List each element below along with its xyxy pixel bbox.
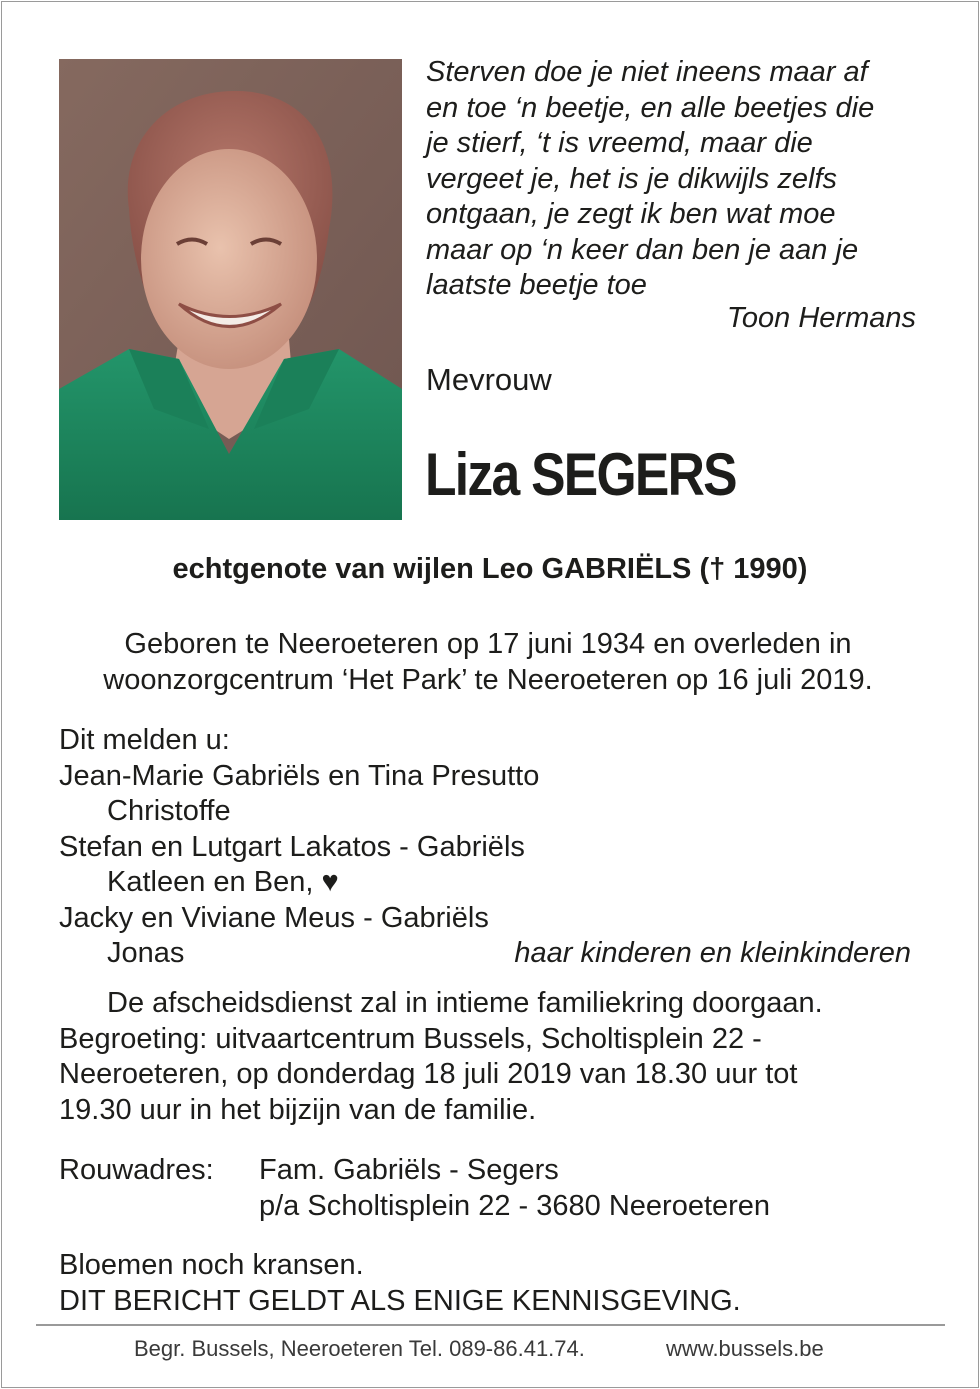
service-line: 19.30 uur in het bijzijn van de familie. [59,1093,537,1126]
service-line: Neeroeteren, op donderdag 18 juli 2019 van 18.30 uur tot [59,1058,798,1090]
poem-author: Toon Hermans [726,302,916,334]
address-label: Rouwadres: [59,1154,214,1186]
spouse-line: echtgenote van wijlen Leo GABRIËLS († 1990) [172,553,808,585]
poem-line: je stierf, ‘t is vreemd, maar die [426,127,813,159]
family-line: Christoffe [107,795,231,827]
birth-death-text [0,627,976,698]
family-last-row [59,936,919,972]
death-line: woonzorgcentrum ‘Het Park’ te Neeroeteren op 16 juli 2019. [103,663,873,696]
family-line: Katleen en Ben, ♥ [107,866,339,898]
poem-line: maar op ‘n keer dan ben je aan je [426,233,859,266]
closing-line: Bloemen noch kransen. [59,1249,364,1281]
poem-line: ontgaan, je zegt ik ben wat moe [426,198,836,230]
poem-line: laatste beetje toe [426,269,647,301]
footer-website[interactable]: www.bussels.be [666,1336,824,1361]
deceased-name: Liza SEGERS [425,441,736,508]
family-intro: Dit melden u: [59,724,230,756]
family-line: Jacky en Viviane Meus - Gabriëls [59,901,489,934]
family-list [59,723,919,972]
footer-contact: Begr. Bussels, Neeroeteren Tel. 089-86.41.74. [134,1336,585,1361]
poem-line: vergeet je, het is je dikwijls zelfs [426,162,837,195]
address-line: Fam. Gabriëls - Segers [259,1154,559,1186]
birth-line: Geboren te Neeroeteren op 17 juni 1934 en overleden in [124,628,852,660]
family-line: Stefan en Lutgart Lakatos - Gabriëls [59,830,525,863]
portrait-photo [59,59,402,520]
service-info [59,986,919,1128]
poem-line: Sterven doe je niet ineens maar af [426,56,868,88]
family-line: Jonas [107,937,185,969]
closing-line: DIT BERICHT GELDT ALS ENIGE KENNISGEVING. [59,1284,741,1317]
footer-divider [36,1324,945,1326]
honorific: Mevrouw [426,362,552,397]
poem [426,55,926,304]
address-line: p/a Scholtisplein 22 - 3680 Neeroeteren [259,1189,771,1222]
service-line: De afscheidsdienst zal in intieme familiekring doorgaan. [107,987,823,1019]
service-line: Begroeting: uitvaartcentrum Bussels, Scholtisplein 22 - [59,1022,762,1055]
portrait-illustration [59,59,402,520]
family-line: Jean-Marie Gabriëls en Tina Presutto [59,759,540,792]
closing-notice [59,1248,741,1319]
poem-line: en toe ‘n beetje, en alle beetjes die [426,91,875,124]
family-relation: haar kinderen en kleinkinderen [514,937,911,969]
